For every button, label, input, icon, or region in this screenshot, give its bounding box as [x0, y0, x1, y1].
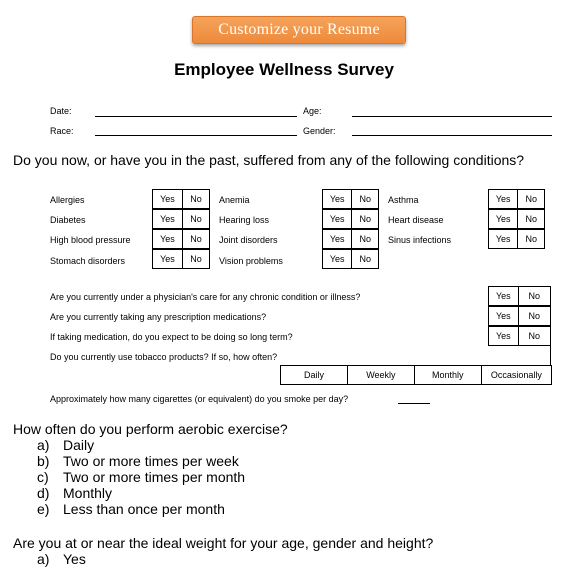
no-option[interactable]: No	[528, 331, 541, 341]
no-option[interactable]: No	[359, 214, 371, 224]
yes-no-box-asthma[interactable]	[488, 189, 545, 209]
yes-no-box-vision-problems[interactable]	[322, 249, 379, 269]
condition-high-blood-pressure: High blood pressure	[50, 235, 131, 245]
yes-option[interactable]: Yes	[153, 230, 183, 248]
option-text: Monthly	[63, 485, 113, 501]
option-letter: a)	[37, 551, 50, 567]
yes-option[interactable]: Yes	[489, 230, 518, 248]
no-option[interactable]: No	[528, 311, 541, 321]
yes-option[interactable]: Yes	[323, 230, 352, 248]
date-field[interactable]	[95, 116, 297, 117]
option-letter: c)	[37, 469, 49, 485]
exercise-option-weekly[interactable]	[37, 453, 245, 469]
yes-no-box-diabetes[interactable]	[152, 209, 210, 229]
yes-no-box-joint-disorders[interactable]	[322, 229, 379, 249]
race-field[interactable]	[95, 135, 297, 136]
option-letter: a)	[37, 437, 50, 453]
yes-no-box-high-blood-pressure[interactable]	[152, 229, 210, 249]
no-option[interactable]: No	[525, 194, 537, 204]
physician-care-question: Are you currently under a physician's care for any chronic condition or illness?	[50, 292, 361, 302]
yes-no-box-hearing-loss[interactable]	[322, 209, 379, 229]
option-text: Less than once per month	[63, 501, 225, 517]
condition-hearing-loss: Hearing loss	[219, 215, 270, 225]
frequency-monthly[interactable]: Monthly	[415, 366, 482, 384]
option-text: Two or more times per week	[63, 453, 239, 469]
tobacco-question: Do you currently use tobacco products? If so, how often?	[50, 352, 278, 362]
age-label: Age:	[303, 106, 322, 116]
option-text: Daily	[63, 437, 95, 453]
yes-option[interactable]: Yes	[489, 287, 519, 305]
page-title: Employee Wellness Survey	[174, 60, 394, 79]
yes-option[interactable]: Yes	[489, 210, 518, 228]
yes-no-box-prescription[interactable]	[488, 306, 551, 326]
condition-joint-disorders: Joint disorders	[219, 235, 278, 245]
tobacco-frequency-options	[280, 365, 552, 385]
no-option[interactable]: No	[359, 254, 371, 264]
condition-diabetes: Diabetes	[50, 215, 86, 225]
cigarettes-question: Approximately how many cigarettes (or equivalent) do you smoke per day?	[50, 394, 349, 404]
option-letter: d)	[37, 485, 50, 501]
race-label: Race:	[50, 126, 74, 136]
exercise-option-monthly[interactable]	[37, 485, 245, 501]
gender-label: Gender:	[303, 126, 336, 136]
no-option[interactable]: No	[525, 234, 537, 244]
no-option[interactable]: No	[359, 234, 371, 244]
exercise-options	[37, 437, 245, 517]
weight-option-yes[interactable]	[37, 551, 86, 567]
no-option[interactable]: No	[528, 291, 541, 301]
condition-heart-disease: Heart disease	[388, 215, 444, 225]
yes-option[interactable]: Yes	[489, 307, 519, 325]
yes-no-box-sinus-infections[interactable]	[488, 229, 545, 249]
yes-option[interactable]: Yes	[153, 250, 183, 268]
yes-no-box-allergies[interactable]	[152, 189, 210, 209]
cigarettes-per-day-field[interactable]	[398, 403, 430, 404]
yes-option[interactable]: Yes	[323, 190, 352, 208]
frequency-occasionally[interactable]: Occasionally	[490, 370, 542, 380]
frequency-weekly[interactable]: Weekly	[348, 366, 415, 384]
tobacco-box-edge	[550, 346, 551, 365]
yes-no-box-heart-disease[interactable]	[488, 209, 545, 229]
frequency-daily[interactable]: Daily	[281, 366, 348, 384]
exercise-option-daily[interactable]	[37, 437, 245, 453]
condition-allergies: Allergies	[50, 195, 85, 205]
no-option[interactable]: No	[190, 234, 202, 244]
option-letter: b)	[37, 453, 50, 469]
long-term-medication-question: If taking medication, do you expect to be doing so long term?	[50, 332, 293, 342]
weight-question: Are you at or near the ideal weight for your age, gender and height?	[13, 535, 434, 551]
age-field[interactable]	[352, 116, 552, 117]
yes-option[interactable]: Yes	[489, 327, 519, 345]
no-option[interactable]: No	[359, 194, 371, 204]
exercise-option-rarely[interactable]	[37, 501, 245, 517]
exercise-option-monthly-two[interactable]	[37, 469, 245, 485]
yes-option[interactable]: Yes	[153, 210, 183, 228]
yes-option[interactable]: Yes	[153, 190, 183, 208]
condition-stomach-disorders: Stomach disorders	[50, 256, 126, 266]
yes-option[interactable]: Yes	[489, 190, 518, 208]
yes-no-box-anemia[interactable]	[322, 189, 379, 209]
conditions-question: Do you now, or have you in the past, suffered from any of the following conditions?	[13, 152, 525, 168]
yes-option[interactable]: Yes	[323, 210, 352, 228]
yes-no-box-physician-care[interactable]	[488, 286, 551, 306]
condition-sinus-infections: Sinus infections	[388, 235, 452, 245]
option-text: Two or more times per month	[63, 469, 246, 485]
option-text: Yes	[63, 551, 86, 567]
gender-field[interactable]	[352, 135, 552, 136]
option-letter: e)	[37, 501, 50, 517]
weight-options	[37, 551, 86, 567]
yes-no-box-long-term[interactable]	[488, 326, 551, 346]
no-option[interactable]: No	[525, 214, 537, 224]
no-option[interactable]: No	[190, 194, 202, 204]
yes-no-box-stomach-disorders[interactable]	[152, 249, 210, 269]
customize-resume-button[interactable]: Customize your Resume	[192, 16, 406, 44]
no-option[interactable]: No	[190, 254, 202, 264]
prescription-question: Are you currently taking any prescription medications?	[50, 312, 267, 322]
condition-vision-problems: Vision problems	[219, 256, 283, 266]
yes-option[interactable]: Yes	[323, 250, 352, 268]
no-option[interactable]: No	[190, 214, 202, 224]
condition-anemia: Anemia	[219, 195, 250, 205]
exercise-question: How often do you perform aerobic exercise?	[13, 421, 288, 437]
condition-asthma: Asthma	[388, 195, 419, 205]
date-label: Date:	[50, 106, 72, 116]
